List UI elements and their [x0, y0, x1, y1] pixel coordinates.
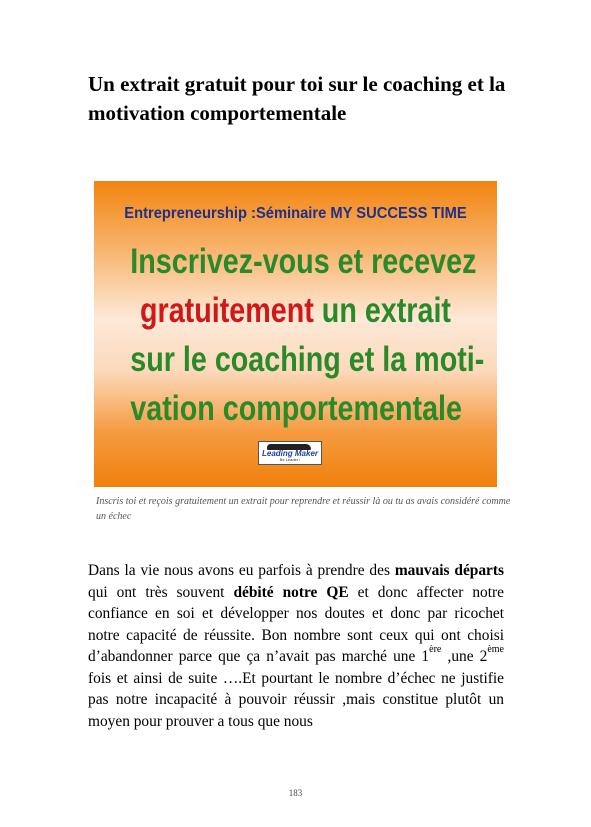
banner-headline-line-4: vation comportementale	[130, 389, 462, 428]
promo-banner-image	[94, 181, 497, 487]
banner-headline-line-2-rest: un extrait	[313, 291, 451, 330]
paragraph-bold-text: débité notre QE	[233, 583, 349, 601]
banner-highlight-word: gratuitement	[140, 291, 314, 330]
page-number: 183	[288, 788, 303, 798]
banner-headline	[130, 237, 485, 433]
logo-tagline: Be Leader !	[279, 457, 301, 462]
paragraph-text: Dans la vie nous avons eu parfois à prendre des	[88, 562, 395, 579]
paragraph-text: fois et ainsi de suite ….Et pourtant le nombre d’échec ne justifie pas notre incapacité à pouvoir réussir ,mais constitue plutôt un moyen pour prouver a tous que nous	[88, 669, 504, 730]
superscript: ère	[429, 644, 442, 655]
logo-text: Leading Maker	[261, 449, 318, 458]
paragraph-text: ,une 2	[441, 648, 488, 665]
paragraph-text: qui ont très souvent	[88, 583, 234, 601]
leading-maker-logo	[258, 441, 322, 465]
page-title: Un extrait gratuit pour toi sur le coaching et la motivation comportementale	[88, 72, 506, 125]
banner-headline-line-1: Inscrivez-vous et recevez	[130, 242, 477, 281]
banner-headline-line-3: sur le coaching et la moti-	[130, 340, 485, 379]
banner-seminar-line: Entrepreneurship :Séminaire MY SUCCESS TIME	[124, 205, 467, 222]
image-caption: Inscris toi et reçois gratuitement un extrait pour reprendre et réussir là ou tu as avais considéré comme un échec	[96, 496, 511, 522]
paragraph-bold-text: mauvais départs	[394, 562, 505, 579]
paragraph-text: et donc affecter notre confiance en soi et développer nos doutes et donc par ricochet notre capacité de réussite. Bon nombre sont ceux qui ont choisi d’abandonner parce que ça n’avait pas marché une 1	[88, 583, 504, 665]
body-paragraph	[88, 560, 504, 732]
banner-headline-line-2	[130, 286, 460, 335]
superscript: ème	[487, 644, 504, 655]
